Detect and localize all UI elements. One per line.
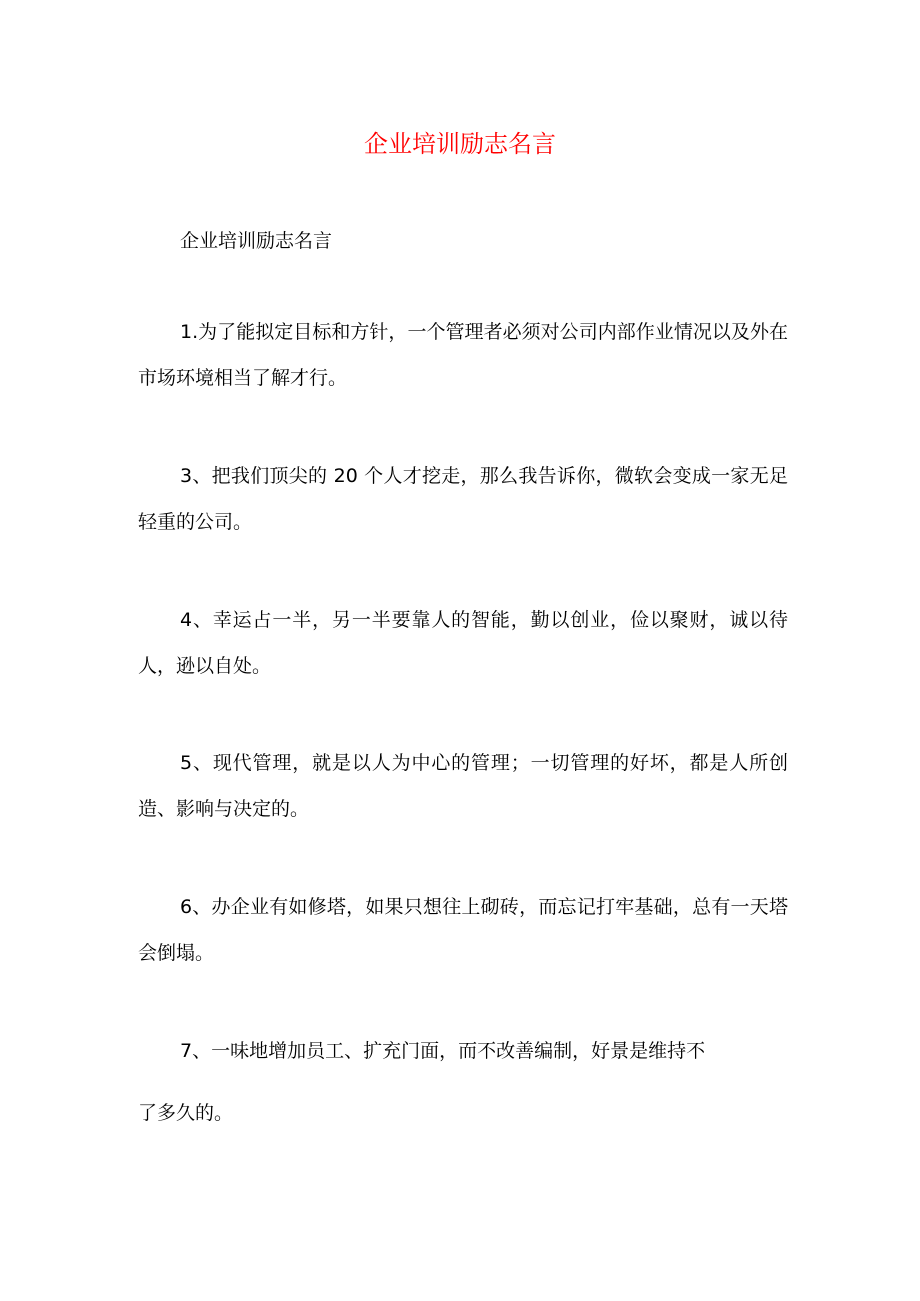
quote-paragraph-6: 6、办企业有如修塔，如果只想往上砌砖，而忘记打牢基础，总有一天塔会倒塌。 bbox=[138, 896, 788, 964]
quote-paragraph-7-line-2: 了多久的。 bbox=[138, 1102, 234, 1124]
document-title: 企业培训励志名言 bbox=[364, 130, 556, 158]
quote-paragraph-3: 3、把我们顶尖的 20 个人才挖走，那么我告诉你，微软会变成一家无足轻重的公司。 bbox=[138, 465, 788, 533]
quote-paragraph-4: 4、幸运占一半，另一半要靠人的智能，勤以创业，俭以聚财，诚以待人，逊以自处。 bbox=[138, 609, 788, 677]
document-subtitle: 企业培训励志名言 bbox=[180, 230, 333, 252]
quote-paragraph-1: 1.为了能拟定目标和方针，一个管理者必须对公司内部作业情况以及外在市场环境相当了解才行。 bbox=[138, 321, 788, 389]
quote-paragraph-5: 5、现代管理，就是以人为中心的管理；一切管理的好坏，都是人所创造、影响与决定的。 bbox=[138, 752, 788, 820]
quote-paragraph-7-line-1: 7、一味地增加员工、扩充门面，而不改善编制，好景是维持不 bbox=[180, 1040, 706, 1062]
